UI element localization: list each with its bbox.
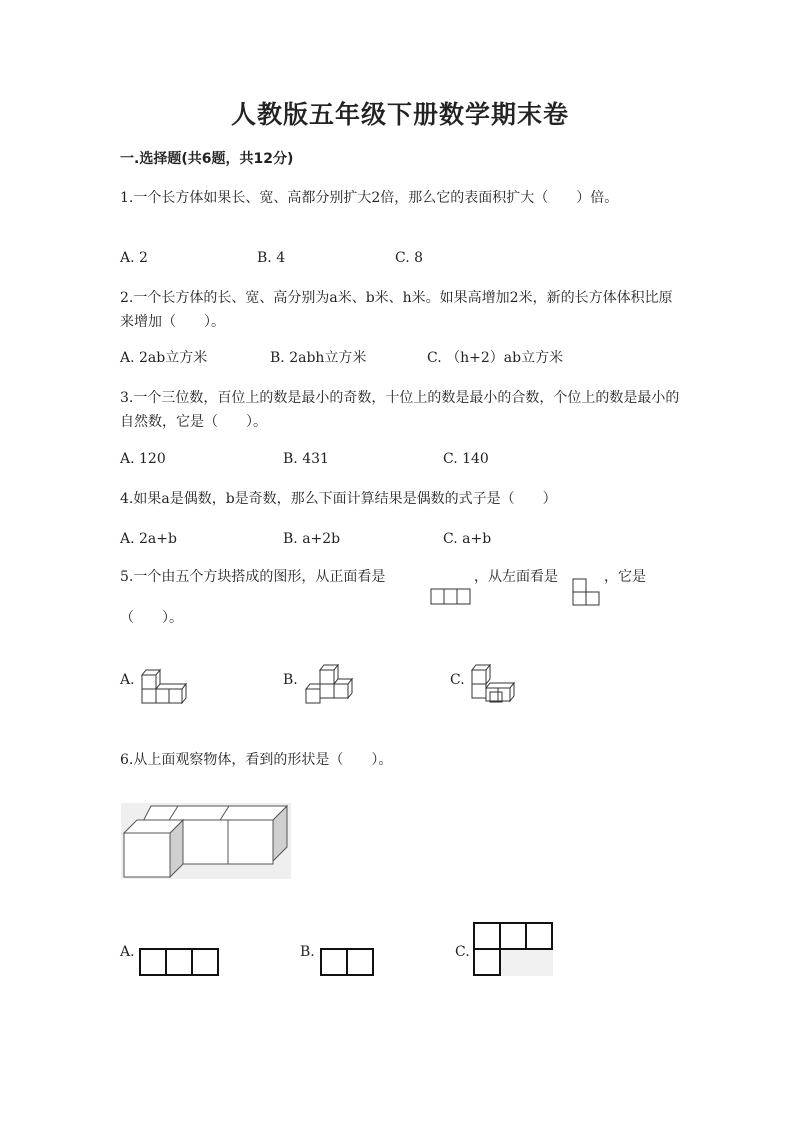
question-1: 1.一个长方体如果长、宽、高都分别扩大2倍，那么它的表面积扩大（ ）倍。 [120, 190, 619, 206]
question-5-text-d: （ ）。 [120, 610, 183, 626]
q2-option-b[interactable]: B. 2abh立方米 [270, 350, 367, 366]
question-3: 3.一个三位数，百位上的数是最小的奇数，十位上的数是最小的合数，个位上的数是最小的自然数，它是（ ）。 [120, 390, 680, 430]
q3-option-c[interactable]: C. 140 [443, 451, 489, 467]
question-5-text-a: 5.一个由五个方块搭成的图形，从正面看是 [120, 569, 386, 585]
q5-option-b[interactable]: B. [283, 672, 298, 688]
question-5-text-b: ，从左面看是 [474, 569, 558, 585]
page-title: 人教版五年级下册数学期末卷 [230, 100, 569, 129]
q2-option-a[interactable]: A. 2ab立方米 [120, 350, 208, 366]
question-6: 6.从上面观察物体，看到的形状是（ ）。 [120, 752, 393, 768]
q6-option-a[interactable]: A. [120, 944, 135, 960]
left-view-figure [572, 578, 602, 606]
section-heading: 一.选择题(共6题，共12分) [120, 151, 294, 167]
q6-option-b[interactable]: B. [300, 944, 315, 960]
q6-shape-a[interactable] [139, 948, 219, 976]
q1-option-b[interactable]: B. 4 [257, 250, 286, 266]
q5-cube-figure-b[interactable] [302, 662, 354, 708]
q2-option-c[interactable]: C. （h+2）ab立方米 [427, 350, 564, 366]
q3-option-b[interactable]: B. 431 [283, 451, 329, 467]
q6-shape-b[interactable] [320, 948, 374, 976]
q6-option-c[interactable]: C. [455, 944, 470, 960]
q6-object-figure [121, 803, 291, 879]
q1-option-a[interactable]: A. 2 [120, 250, 148, 266]
q5-option-a[interactable]: A. [120, 672, 135, 688]
q5-cube-figure-a[interactable] [138, 665, 188, 707]
q4-option-c[interactable]: C. a+b [443, 531, 492, 547]
question-2: 2.一个长方体的长、宽、高分别为a米、b米、h米。如果高增加2米，新的长方体体积比原来增加（ ）。 [120, 290, 673, 330]
q3-option-a[interactable]: A. 120 [120, 451, 166, 467]
q6-shape-c[interactable] [473, 922, 553, 976]
q5-option-c[interactable]: C. [450, 672, 465, 688]
q1-option-c[interactable]: C. 8 [395, 250, 424, 266]
q4-option-a[interactable]: A. 2a+b [120, 531, 177, 547]
front-view-figure [430, 588, 472, 606]
q4-option-b[interactable]: B. a+2b [283, 531, 341, 547]
question-5-text-c: ，它是 [604, 569, 646, 585]
q5-cube-figure-c[interactable] [468, 660, 518, 706]
question-4: 4.如果a是偶数，b是奇数，那么下面计算结果是偶数的式子是（ ） [120, 491, 557, 507]
